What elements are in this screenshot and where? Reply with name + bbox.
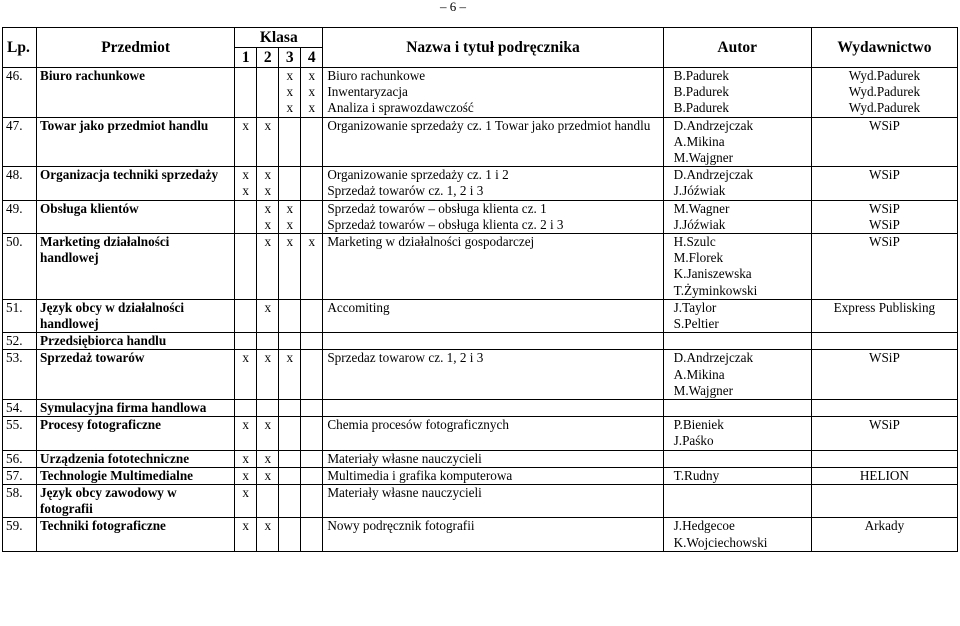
class-mark	[257, 68, 278, 84]
class-mark-cell	[235, 333, 257, 350]
publisher-cell	[811, 485, 957, 518]
class-mark: x	[308, 100, 316, 116]
publisher-name: WSiP	[869, 216, 900, 232]
class-mark	[279, 400, 300, 416]
subject-name: Obsługa klientów	[40, 200, 139, 216]
author-name: K.Wojciechowski	[673, 534, 768, 550]
class-mark-cell	[279, 467, 301, 484]
class-mark-cell	[235, 68, 257, 118]
author-name: S.Peltier	[673, 316, 719, 332]
class-mark: x	[286, 100, 294, 116]
class-mark	[301, 300, 322, 316]
class-mark-cell	[257, 167, 279, 200]
author-name: T.Rudny	[673, 467, 720, 483]
class-mark	[279, 485, 300, 501]
class-mark: x	[308, 68, 316, 83]
class-mark	[279, 417, 300, 433]
class-mark	[279, 451, 300, 467]
author-cell	[663, 333, 811, 350]
book-cell	[323, 518, 663, 551]
class-mark-cell	[279, 234, 301, 300]
class-mark-cell	[235, 518, 257, 551]
publisher-cell	[811, 167, 957, 200]
table-row	[3, 167, 958, 200]
class-mark-cell	[257, 450, 279, 467]
row-number: 49.	[3, 200, 37, 233]
class-mark-cell	[279, 333, 301, 350]
publisher-cell	[811, 518, 957, 551]
class-mark-cell	[279, 68, 301, 118]
class-mark	[301, 417, 322, 433]
header-class-year: 2	[257, 48, 279, 68]
textbook-table	[2, 27, 958, 552]
class-mark-cell	[301, 350, 323, 400]
class-mark: x	[242, 167, 250, 183]
subject-cell	[37, 68, 235, 118]
book-title: Biuro rachunkowe	[327, 68, 426, 83]
class-mark: x	[264, 183, 272, 199]
class-mark-cell	[279, 200, 301, 233]
book-cell	[323, 417, 663, 450]
book-title: Materiały własne nauczycieli	[327, 450, 482, 466]
class-mark-cell	[301, 400, 323, 417]
class-mark	[301, 468, 322, 484]
subject-cell	[37, 333, 235, 350]
book-cell	[323, 117, 663, 167]
class-mark: x	[242, 350, 250, 366]
class-mark-cell	[257, 400, 279, 417]
book-title: Chemia procesów fotograficznych	[327, 417, 509, 433]
row-number: 46.	[3, 68, 37, 118]
class-mark-cell	[257, 333, 279, 350]
book-cell	[323, 400, 663, 417]
publisher-name: Wyd.Padurek	[848, 84, 921, 100]
row-number: 52.	[3, 333, 37, 350]
author-name	[674, 485, 808, 501]
author-name: B.Padurek	[673, 100, 729, 116]
author-cell	[663, 400, 811, 417]
class-mark-cell	[301, 68, 323, 118]
class-mark	[235, 333, 256, 349]
row-number: 48.	[3, 167, 37, 200]
class-mark: x	[264, 417, 272, 433]
book-title: Inwentaryzacja	[327, 84, 408, 100]
class-mark: x	[242, 417, 250, 433]
publisher-name: WSiP	[869, 117, 900, 133]
class-mark	[279, 468, 300, 484]
class-mark	[301, 485, 322, 501]
table-body	[3, 68, 958, 552]
subject-name: Biuro rachunkowe	[40, 68, 145, 83]
class-mark	[279, 118, 300, 134]
row-number: 47.	[3, 117, 37, 167]
class-mark-cell	[301, 299, 323, 332]
publisher-name: HELION	[859, 467, 909, 483]
class-mark	[257, 333, 278, 349]
book-title: Sprzedaż towarów cz. 1, 2 i 3	[327, 183, 484, 199]
class-mark-cell	[235, 299, 257, 332]
subject-name: Symulacyjna firma handlowa	[40, 400, 207, 416]
author-name: M.Florek	[673, 250, 724, 266]
row-number: 59.	[3, 518, 37, 551]
subject-cell	[37, 450, 235, 467]
row-number: 55.	[3, 417, 37, 450]
author-name: M.Wajgner	[673, 382, 734, 398]
class-mark-cell	[279, 450, 301, 467]
author-name: D.Andrzejczak	[673, 350, 754, 366]
table-row	[3, 200, 958, 233]
table-row	[3, 518, 958, 551]
book-title	[327, 333, 659, 349]
subject-cell	[37, 485, 235, 518]
author-cell	[663, 117, 811, 167]
header-class-year: 3	[279, 48, 301, 68]
class-mark-cell	[257, 350, 279, 400]
publisher-cell	[811, 299, 957, 332]
publisher-name	[815, 485, 954, 501]
table-row	[3, 450, 958, 467]
class-mark: x	[308, 84, 316, 100]
header-class-year: 4	[301, 48, 323, 68]
row-number: 57.	[3, 467, 37, 484]
subject-cell	[37, 117, 235, 167]
header-lp: Lp.	[3, 28, 37, 68]
table-row	[3, 417, 958, 450]
subject-name: Przedsiębiorca handlu	[40, 333, 167, 349]
publisher-name	[815, 451, 954, 467]
header-class: Klasa	[235, 28, 323, 48]
book-title: Marketing w działalności gospodarczej	[327, 234, 535, 250]
header-book: Nazwa i tytuł podręcznika	[323, 28, 663, 68]
class-mark-cell	[279, 117, 301, 167]
subject-name: Urządzenia fototechniczne	[40, 450, 190, 466]
author-name: A.Mikina	[673, 366, 725, 382]
publisher-name: Arkady	[864, 518, 905, 534]
author-name: M.Wagner	[673, 200, 730, 216]
table-row	[3, 333, 958, 350]
publisher-cell	[811, 333, 957, 350]
book-cell	[323, 485, 663, 518]
publisher-name: Wyd.Padurek	[848, 100, 921, 116]
author-name: D.Andrzejczak	[673, 117, 754, 133]
table-row	[3, 234, 958, 300]
header-publisher: Wydawnictwo	[811, 28, 957, 68]
author-cell	[663, 450, 811, 467]
book-title: Multimedia i grafika komputerowa	[327, 467, 513, 483]
author-name: T.Żyminkowski	[673, 282, 758, 298]
class-mark: x	[264, 200, 272, 216]
subject-name: Organizacja techniki sprzedaży	[40, 167, 219, 183]
author-name: A.Mikina	[673, 133, 725, 149]
row-number: 53.	[3, 350, 37, 400]
class-mark: x	[286, 200, 294, 216]
class-mark-cell	[257, 117, 279, 167]
class-mark	[301, 400, 322, 416]
class-mark: x	[264, 167, 272, 183]
class-mark: x	[286, 84, 294, 100]
class-mark-cell	[301, 467, 323, 484]
class-mark-cell	[301, 333, 323, 350]
class-mark	[279, 518, 300, 534]
class-mark: x	[264, 450, 272, 466]
class-mark-cell	[279, 167, 301, 200]
class-mark	[279, 333, 300, 349]
class-mark-cell	[235, 200, 257, 233]
class-mark: x	[264, 117, 272, 133]
subject-cell	[37, 400, 235, 417]
table-row	[3, 350, 958, 400]
author-name	[674, 400, 808, 416]
class-mark	[301, 333, 322, 349]
subject-cell	[37, 299, 235, 332]
row-number: 56.	[3, 450, 37, 467]
subject-cell	[37, 350, 235, 400]
publisher-name: Express Publisking	[833, 299, 936, 315]
header-subject: Przedmiot	[37, 28, 235, 68]
class-mark-cell	[257, 518, 279, 551]
author-name: H.Szulc	[673, 234, 716, 250]
publisher-name: WSiP	[869, 167, 900, 183]
subject-cell	[37, 417, 235, 450]
book-title: Organizowanie sprzedaży cz. 1 i 2	[327, 167, 509, 183]
class-mark	[257, 84, 278, 100]
subject-name: Sprzedaż towarów	[40, 350, 145, 366]
author-cell	[663, 234, 811, 300]
author-name: B.Padurek	[673, 84, 729, 100]
subject-cell	[37, 518, 235, 551]
class-mark-cell	[257, 299, 279, 332]
class-mark-cell	[257, 68, 279, 118]
book-cell	[323, 299, 663, 332]
class-mark	[301, 518, 322, 534]
class-mark-cell	[301, 417, 323, 450]
subject-name: Procesy fotograficzne	[40, 417, 161, 433]
book-cell	[323, 167, 663, 200]
author-name	[674, 333, 808, 349]
publisher-name	[815, 333, 954, 349]
author-cell	[663, 200, 811, 233]
class-mark	[301, 201, 322, 217]
author-name: D.Andrzejczak	[673, 167, 754, 183]
book-cell	[323, 333, 663, 350]
book-cell	[323, 200, 663, 233]
class-mark: x	[308, 234, 316, 250]
class-mark	[279, 300, 300, 316]
subject-name: Towar jako przedmiot handlu	[40, 117, 209, 133]
class-mark-cell	[235, 400, 257, 417]
class-mark	[235, 400, 256, 416]
author-name: J.Paśko	[673, 433, 714, 449]
subject-name: Technologie Multimedialne	[40, 467, 194, 483]
subject-name: Język obcy zawodowy w fotografii	[40, 485, 177, 517]
publisher-cell	[811, 450, 957, 467]
class-mark-cell	[301, 200, 323, 233]
author-name: K.Janiszewska	[673, 266, 752, 282]
class-mark: x	[242, 518, 250, 534]
class-mark: x	[286, 68, 294, 83]
publisher-cell	[811, 417, 957, 450]
class-mark: x	[286, 216, 294, 232]
class-mark	[235, 68, 256, 84]
class-mark-cell	[301, 518, 323, 551]
class-mark-cell	[301, 117, 323, 167]
book-title: Organizowanie sprzedaży cz. 1 Towar jako przedmiot handlu	[327, 117, 651, 133]
class-mark-cell	[279, 518, 301, 551]
class-mark	[257, 400, 278, 416]
author-name: J.Jóźwiak	[673, 216, 726, 232]
table-row	[3, 467, 958, 484]
class-mark-cell	[235, 117, 257, 167]
class-mark-cell	[257, 467, 279, 484]
subject-name: Techniki fotograficzne	[40, 518, 166, 534]
class-mark	[279, 167, 300, 183]
class-mark: x	[264, 216, 272, 232]
class-mark	[301, 118, 322, 134]
publisher-name	[815, 400, 954, 416]
class-mark-cell	[257, 417, 279, 450]
author-name: P.Bieniek	[673, 417, 724, 433]
book-title: Accomiting	[327, 299, 390, 315]
page-number: – 6 –	[440, 0, 466, 14]
class-mark-cell	[235, 417, 257, 450]
author-name: B.Padurek	[673, 68, 729, 83]
author-cell	[663, 68, 811, 118]
author-name: J.Hedgecoe	[673, 518, 735, 534]
header-class-year: 1	[235, 48, 257, 68]
publisher-cell	[811, 400, 957, 417]
class-mark: x	[286, 350, 294, 366]
row-number: 58.	[3, 485, 37, 518]
subject-cell	[37, 167, 235, 200]
class-mark: x	[242, 467, 250, 483]
class-mark	[257, 485, 278, 501]
class-mark-cell	[235, 450, 257, 467]
publisher-cell	[811, 234, 957, 300]
class-mark: x	[242, 117, 250, 133]
class-mark: x	[264, 299, 272, 315]
class-mark-cell	[279, 485, 301, 518]
publisher-cell	[811, 68, 957, 118]
row-number: 50.	[3, 234, 37, 300]
book-title: Sprzedaż towarów – obsługa klienta cz. 2 i 3	[327, 216, 564, 232]
table-row	[3, 485, 958, 518]
class-mark-cell	[301, 167, 323, 200]
class-mark-cell	[257, 200, 279, 233]
class-mark-cell	[235, 234, 257, 300]
header-author: Autor	[663, 28, 811, 68]
publisher-name: WSiP	[869, 417, 900, 433]
class-mark	[301, 167, 322, 183]
author-name: J.Jóźwiak	[673, 183, 726, 199]
class-mark: x	[264, 518, 272, 534]
class-mark	[235, 84, 256, 100]
class-mark	[235, 300, 256, 316]
author-cell	[663, 518, 811, 551]
class-mark-cell	[301, 485, 323, 518]
class-mark	[301, 350, 322, 366]
publisher-cell	[811, 350, 957, 400]
publisher-name: WSiP	[869, 200, 900, 216]
table-row	[3, 400, 958, 417]
book-cell	[323, 350, 663, 400]
book-cell	[323, 467, 663, 484]
author-cell	[663, 467, 811, 484]
author-cell	[663, 485, 811, 518]
author-name: J.Taylor	[673, 299, 717, 315]
book-title: Sprzedaz towarow cz. 1, 2 i 3	[327, 350, 484, 366]
row-number: 54.	[3, 400, 37, 417]
table-row	[3, 117, 958, 167]
author-cell	[663, 417, 811, 450]
class-mark: x	[264, 467, 272, 483]
class-mark-cell	[279, 417, 301, 450]
class-mark-cell	[257, 485, 279, 518]
row-number: 51.	[3, 299, 37, 332]
book-title: Nowy podręcznik fotografii	[327, 518, 475, 534]
class-mark	[301, 451, 322, 467]
book-title	[327, 400, 659, 416]
class-mark: x	[264, 234, 272, 250]
class-mark-cell	[235, 485, 257, 518]
publisher-name: Wyd.Padurek	[848, 68, 921, 83]
class-mark: x	[242, 485, 250, 501]
author-cell	[663, 167, 811, 200]
class-mark-cell	[301, 234, 323, 300]
book-title: Sprzedaż towarów – obsługa klienta cz. 1	[327, 200, 547, 216]
class-mark	[235, 201, 256, 217]
book-cell	[323, 68, 663, 118]
class-mark-cell	[235, 167, 257, 200]
author-name	[674, 451, 808, 467]
subject-cell	[37, 234, 235, 300]
class-mark: x	[264, 350, 272, 366]
publisher-cell	[811, 200, 957, 233]
table-row	[3, 68, 958, 118]
publisher-cell	[811, 467, 957, 484]
class-mark-cell	[257, 234, 279, 300]
class-mark-cell	[279, 299, 301, 332]
author-name: M.Wajgner	[673, 150, 734, 166]
subject-name: Marketing działalności handlowej	[40, 234, 170, 266]
class-mark: x	[286, 234, 294, 250]
table-row	[3, 299, 958, 332]
book-title: Analiza i sprawozdawczość	[327, 100, 474, 116]
subject-name: Język obcy w działalności handlowej	[40, 299, 184, 332]
publisher-name: WSiP	[869, 350, 900, 366]
class-mark-cell	[279, 400, 301, 417]
book-title: Materiały własne nauczycieli	[327, 485, 482, 501]
book-cell	[323, 450, 663, 467]
subject-cell	[37, 200, 235, 233]
class-mark: x	[242, 450, 250, 466]
class-mark-cell	[235, 350, 257, 400]
class-mark-cell	[235, 467, 257, 484]
author-cell	[663, 350, 811, 400]
author-cell	[663, 299, 811, 332]
class-mark	[235, 234, 256, 250]
class-mark: x	[242, 183, 250, 199]
class-mark-cell	[279, 350, 301, 400]
publisher-name: WSiP	[869, 234, 900, 250]
book-cell	[323, 234, 663, 300]
class-mark-cell	[301, 450, 323, 467]
publisher-cell	[811, 117, 957, 167]
subject-cell	[37, 467, 235, 484]
